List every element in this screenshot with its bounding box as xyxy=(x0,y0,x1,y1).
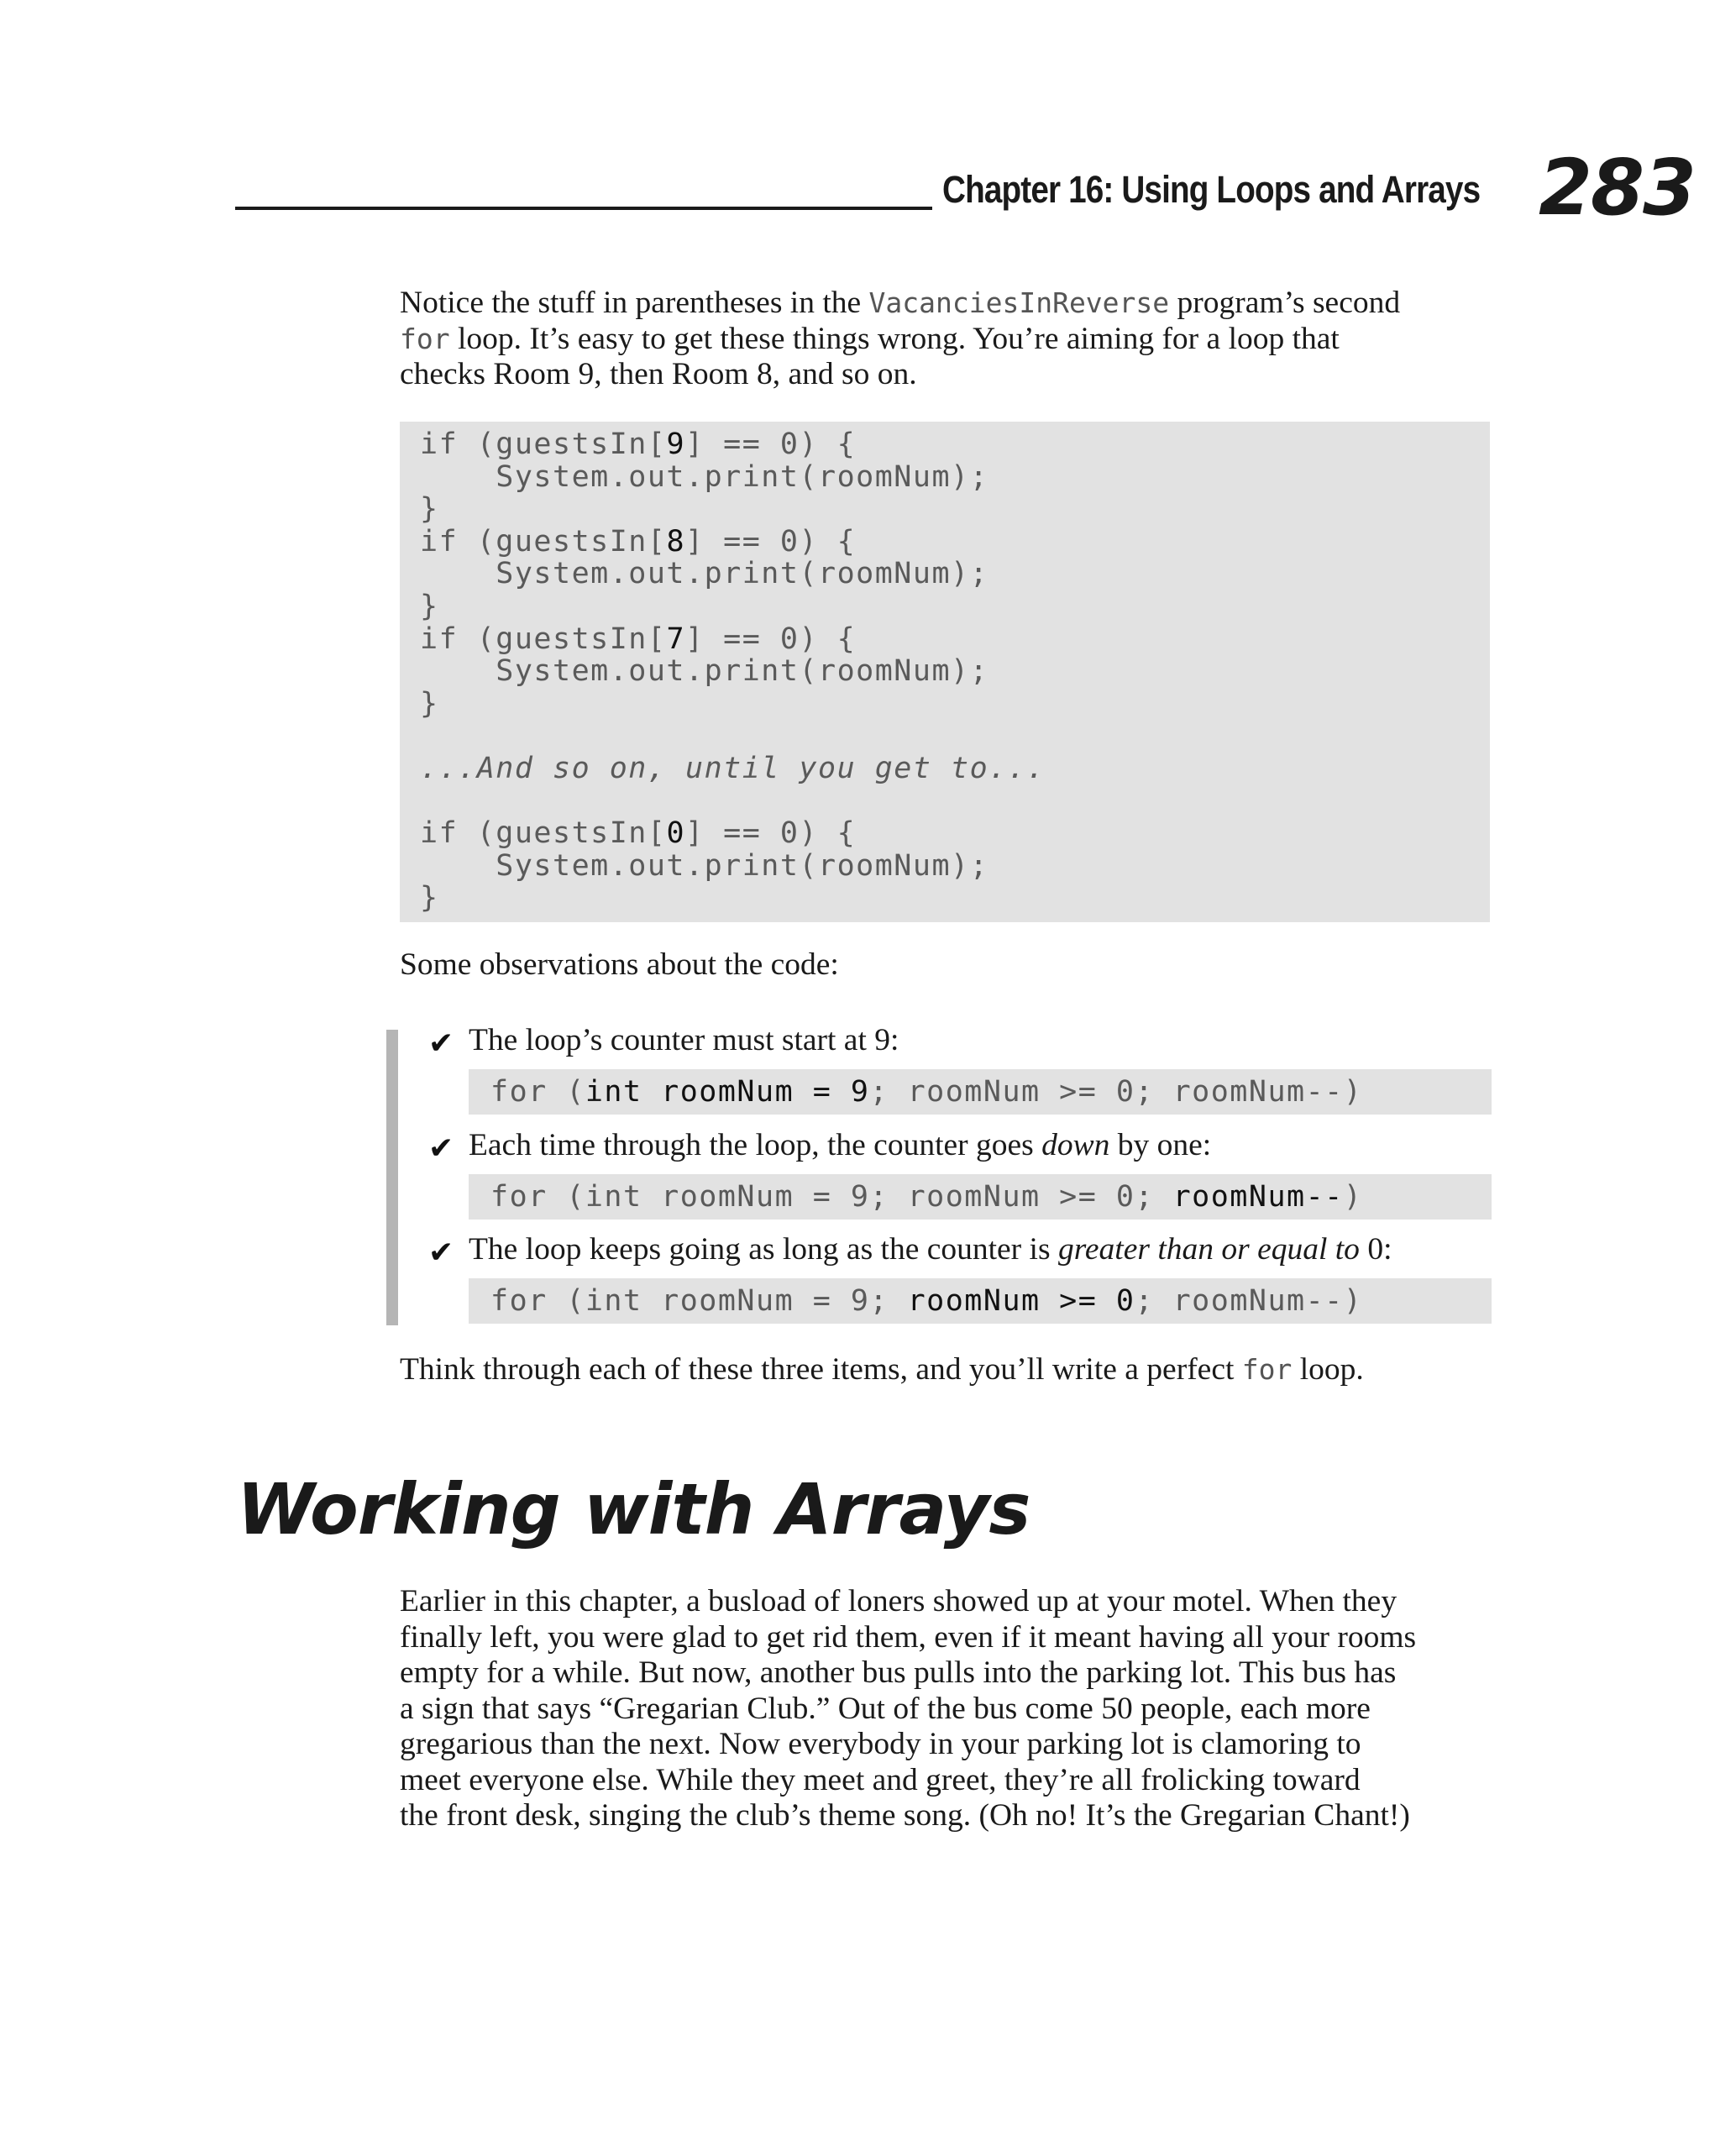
body-line: meet everyone else. While they meet and greet, they’re all frolicking toward xyxy=(400,1762,1361,1797)
code-line: System.out.print(roomNum); xyxy=(420,557,989,591)
body-line: the front desk, singing the club’s theme song. (Oh no! It’s the Gregarian Chant!) xyxy=(400,1798,1410,1833)
code-line: if (guestsIn[0] == 0) { xyxy=(420,816,857,851)
code-line: } xyxy=(420,589,439,623)
bullet-list-sidebar xyxy=(386,1030,398,1325)
intro-line-3: checks Room 9, then Room 8, and so on. xyxy=(400,357,917,391)
body-line: a sign that says “Gregarian Club.” Out of the bus come 50 people, each more xyxy=(400,1691,1371,1726)
body-line: Earlier in this chapter, a busload of loners showed up at your motel. When they xyxy=(400,1584,1398,1618)
code-line: } xyxy=(420,492,439,527)
code-line: if (guestsIn[8] == 0) { xyxy=(420,524,857,559)
running-header-chapter-title: Chapter 16: Using Loops and Arrays xyxy=(942,168,1481,211)
observations-intro: Some observations about the code: xyxy=(400,947,839,982)
code-line: System.out.print(roomNum); xyxy=(420,654,989,689)
code-line: } xyxy=(420,881,439,915)
intro-paragraph xyxy=(400,286,1492,393)
code-listing-text xyxy=(420,428,1046,915)
intro-text: program’s second xyxy=(1169,286,1401,320)
bullet-3-code: for (int roomNum = 9; roomNum >= 0; roomNum--) xyxy=(469,1278,1492,1324)
code-line: ...And so on, until you get to... xyxy=(420,751,1046,785)
intro-text: Notice the stuff in parentheses in the xyxy=(400,286,869,320)
section-body-paragraph xyxy=(400,1584,1500,1834)
section-heading: Working with Arrays xyxy=(237,1468,1030,1550)
bullet-1-code: for (int roomNum = 9; roomNum >= 0; roomNum--) xyxy=(469,1069,1492,1115)
bullet-3-text: The loop keeps going as long as the counter is greater than or equal to 0: xyxy=(469,1232,1392,1267)
inline-code-for: for xyxy=(1241,1353,1293,1386)
body-line: gregarious than the next. Now everybody in your parking lot is clamoring to xyxy=(400,1727,1361,1761)
bullet-1-text: The loop’s counter must start at 9: xyxy=(469,1023,899,1057)
code-listing xyxy=(400,422,1490,922)
intro-line-1 xyxy=(400,286,1492,322)
body-line: empty for a while. But now, another bus pulls into the parking lot. This bus has xyxy=(400,1655,1397,1690)
bullet-check-icon: ✔ xyxy=(428,1026,454,1061)
intro-text: loop. It’s easy to get these things wrong. You’re aiming for a loop that xyxy=(449,321,1340,356)
inline-code-for: for xyxy=(400,322,450,355)
page-number: 283 xyxy=(1539,143,1696,233)
code-line: System.out.print(roomNum); xyxy=(420,459,989,494)
bullet-2-code: for (int roomNum = 9; roomNum >= 0; roomNum--) xyxy=(469,1174,1492,1220)
code-line: } xyxy=(420,686,439,721)
code-line: if (guestsIn[9] == 0) { xyxy=(420,428,857,461)
bullet-check-icon: ✔ xyxy=(428,1131,454,1166)
bullet-2-text: Each time through the loop, the counter goes down by one: xyxy=(469,1128,1212,1162)
closing-paragraph: Think through each of these three items, and you’ll write a perfect for loop. xyxy=(400,1352,1364,1387)
bullet-check-icon: ✔ xyxy=(428,1235,454,1270)
code-line: System.out.print(roomNum); xyxy=(420,848,989,883)
header-rule xyxy=(235,207,932,210)
code-line: if (guestsIn[7] == 0) { xyxy=(420,622,857,656)
inline-code-program-name: VacanciesInReverse xyxy=(868,286,1170,319)
body-line: finally left, you were glad to get rid them, even if it meant having all your rooms xyxy=(400,1619,1417,1655)
intro-line-2 xyxy=(400,322,1492,358)
